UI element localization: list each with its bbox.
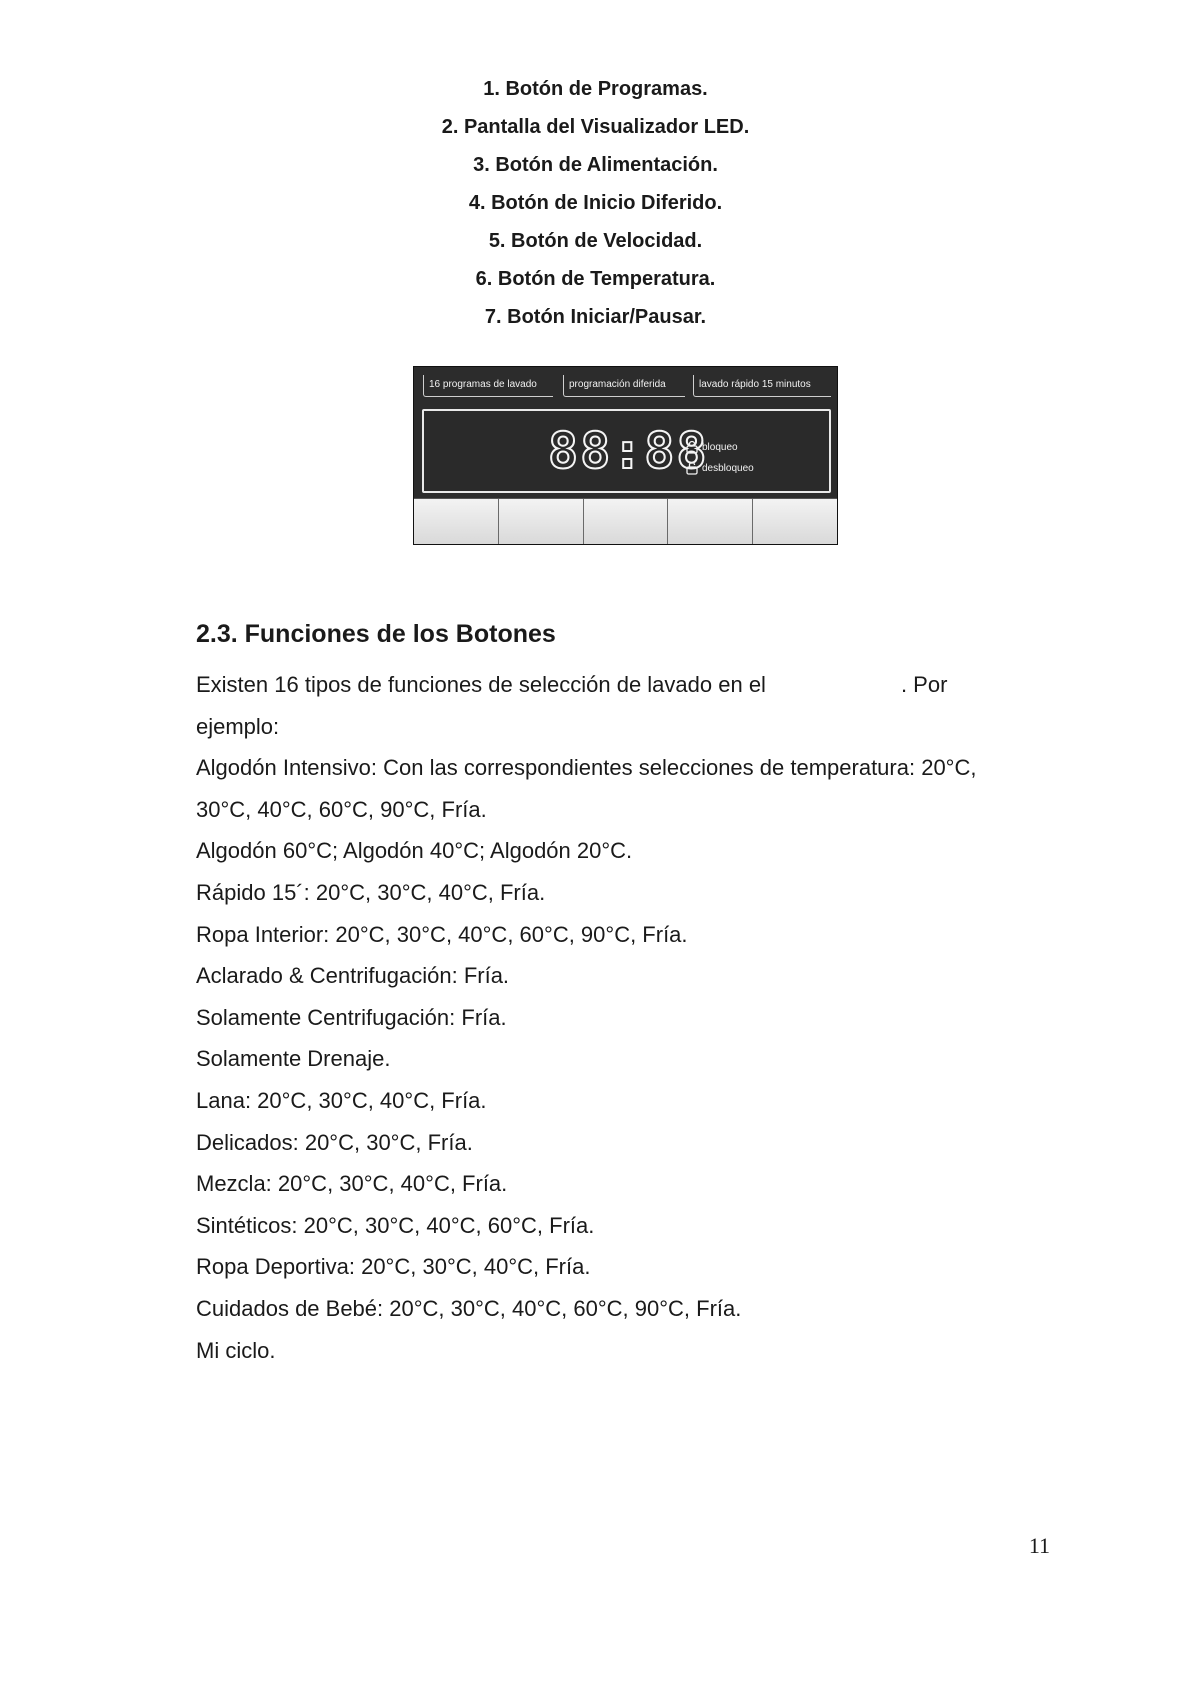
section-body xyxy=(196,664,1076,1371)
program-line: Rápido 15´: 20°C, 30°C, 40°C, Fría. xyxy=(196,879,546,905)
page-number: 11 xyxy=(1028,1533,1050,1558)
program-line: Delicados: 20°C, 30°C, Fría. xyxy=(196,1129,473,1155)
panel-button-1 xyxy=(414,499,499,544)
program-line: Mezcla: 20°C, 30°C, 40°C, Fría. xyxy=(196,1171,508,1197)
legend-item: 2. Pantalla del Visualizador LED. xyxy=(441,116,750,138)
control-panel-illustration xyxy=(413,366,838,545)
legend-item: 4. Botón de Inicio Diferido. xyxy=(468,192,723,214)
intro-line xyxy=(196,664,1076,706)
legend-item: 3. Botón de Alimentación. xyxy=(473,154,718,176)
panel-tab-delay: programación diferida xyxy=(563,375,685,397)
panel-button-4 xyxy=(668,499,753,544)
lock-open-icon xyxy=(686,461,698,475)
intro-line-2: ejemplo: xyxy=(196,713,280,739)
program-line: Solamente Centrifugación: Fría. xyxy=(196,1004,507,1030)
led-digits: 88:88 xyxy=(548,422,709,480)
lock-closed-icon xyxy=(686,440,698,454)
legend-item: 1. Botón de Programas. xyxy=(483,78,708,100)
program-line: Ropa Deportiva: 20°C, 30°C, 40°C, Fría. xyxy=(196,1254,591,1280)
legend-item: 5. Botón de Velocidad. xyxy=(488,230,703,252)
program-line: Algodón 60°C; Algodón 40°C; Algodón 20°C. xyxy=(196,838,633,864)
intro-text-end: . Por xyxy=(900,672,948,697)
program-line: Sintéticos: 20°C, 30°C, 40°C, 60°C, Fría. xyxy=(196,1212,595,1238)
intro-text: Existen 16 tipos de funciones de selección de lavado en el xyxy=(196,672,766,697)
program-line: Mi ciclo. xyxy=(196,1337,276,1363)
panel-button-3 xyxy=(584,499,669,544)
lock-label: bloqueo xyxy=(702,442,738,453)
unlock-label: desbloqueo xyxy=(702,463,754,474)
program-line: 30°C, 40°C, 60°C, 90°C, Fría. xyxy=(196,796,487,822)
program-line: Aclarado & Centrifugación: Fría. xyxy=(196,963,510,989)
panel-tab-quick-wash: lavado rápido 15 minutos xyxy=(693,375,831,397)
legend-item: 6. Botón de Temperatura. xyxy=(475,268,716,290)
panel-buttons xyxy=(414,498,837,544)
lock-indicator xyxy=(686,439,738,457)
program-line: Ropa Interior: 20°C, 30°C, 40°C, 60°C, 90°C, Fría. xyxy=(196,921,688,947)
program-line: Cuidados de Bebé: 20°C, 30°C, 40°C, 60°C, 90°C, Fría. xyxy=(196,1295,742,1321)
program-line: Algodón Intensivo: Con las correspondientes selecciones de temperatura: 20°C, xyxy=(196,755,977,781)
led-display xyxy=(422,409,831,493)
panel-tab-programs: 16 programas de lavado xyxy=(423,375,553,397)
legend-item: 7. Botón Iniciar/Pausar. xyxy=(484,306,707,328)
panel-button-5 xyxy=(753,499,837,544)
section-title: 2.3. Funciones de los Botones xyxy=(196,620,556,648)
program-line: Solamente Drenaje. xyxy=(196,1046,391,1072)
panel-button-2 xyxy=(499,499,584,544)
program-line: Lana: 20°C, 30°C, 40°C, Fría. xyxy=(196,1087,487,1113)
unlock-indicator xyxy=(686,460,754,478)
panel-tab-labels xyxy=(422,375,829,399)
button-legend xyxy=(0,70,1191,336)
